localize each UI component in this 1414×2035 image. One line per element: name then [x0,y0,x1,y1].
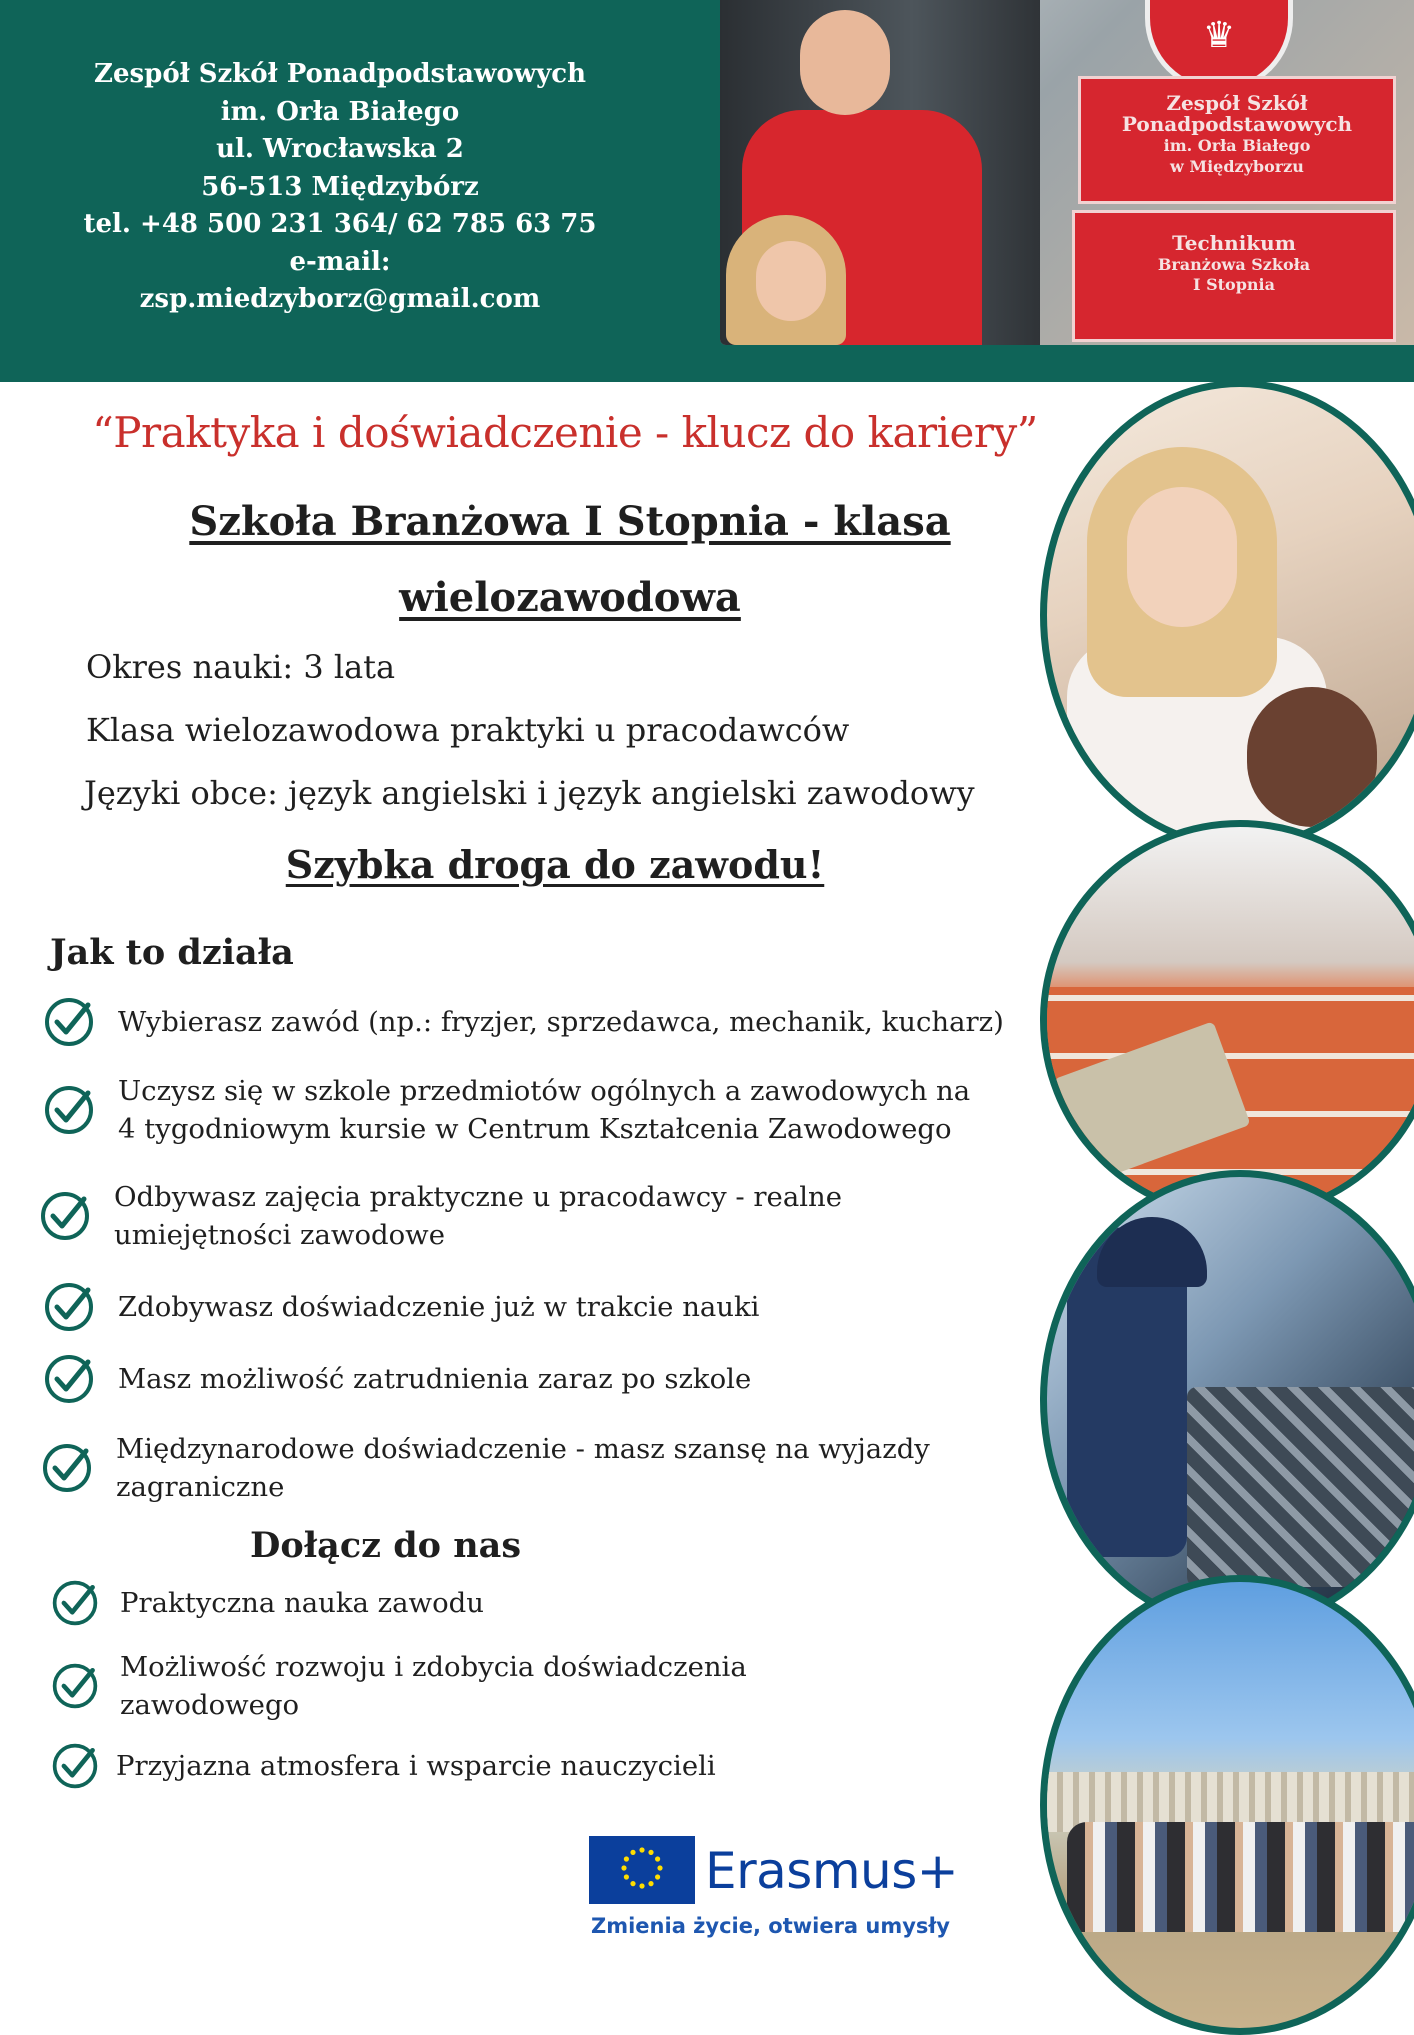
motto: “Praktyka i doświadczenie - klucz do kariery” [92,408,1038,457]
list-item [42,995,1004,1049]
plaque-line-2: Ponadpodstawowych [1121,112,1353,136]
item-text: Zdobywasz doświadczenie już w trakcie nauki [118,1291,760,1323]
plaque2-line-1: Technikum [1172,231,1296,255]
list-item [42,1072,970,1148]
school-types-plaque [1072,210,1396,342]
school-postcode-city: 56-513 Międzybórz [201,171,479,202]
erasmus-logo [589,1836,959,1946]
school-phone: tel. +48 500 231 364/ 62 785 63 75 [83,209,597,239]
page-title [30,484,1110,636]
list-item [50,1648,747,1724]
eagle-icon: ♛ [1202,15,1236,56]
plaque-line-3: im. Orła Białego [1163,136,1311,155]
info-practice: Klasa wielozawodowa praktyki u pracodawców [86,711,850,749]
bricklayer-photo [1040,820,1414,1220]
plaque-line-1: Zespół Szkół [1166,91,1308,115]
item-text: 4 tygodniowym kursie w Centrum Kształcenia Zawodowego [118,1113,952,1145]
list-item [38,1178,842,1254]
group-trip-photo [1040,1575,1414,2035]
item-text: Odbywasz zajęcia praktyczne u pracodawcy - realne [114,1181,842,1213]
school-email: zsp.miedzyborz@gmail.com [139,284,541,314]
join-us-heading: Dołącz do nas [250,1525,522,1566]
title-line-2: wielozawodowa [399,574,741,621]
program-info [86,636,975,825]
item-text: zawodowego [120,1689,300,1721]
school-contact-info [40,56,640,319]
list-item [50,1741,716,1791]
item-text: Międzynarodowe doświadczenie - masz szansę na wyjazdy [116,1433,930,1465]
check-icon [42,1083,96,1137]
item-text: Wybierasz zawód (np.: fryzjer, sprzedawca, mechanik, kucharz) [118,1006,1004,1038]
check-icon [38,1189,92,1243]
list-item [42,1280,759,1334]
check-icon [50,1578,100,1628]
erasmus-tagline: Zmienia życie, otwiera umysły [591,1914,950,1938]
school-plaque [1078,76,1396,204]
school-email-label: e-mail: [289,246,391,277]
plaque-line-4: w Międzyborzu [1170,157,1304,176]
item-text: Uczysz się w szkole przedmiotów ogólnych a zawodowych na [118,1075,971,1107]
title-line-1: Szkoła Branżowa I Stopnia - klasa [189,498,951,545]
students-photo [720,0,1414,345]
item-text: Masz możliwość zatrudnienia zaraz po szkole [118,1363,752,1395]
school-street: ul. Wrocławska 2 [216,134,464,164]
item-text: umiejętności zawodowe [114,1219,445,1251]
check-icon [50,1661,100,1711]
erasmus-name: Erasmus+ [705,1842,959,1900]
school-name: Zespół Szkół Ponadpodstawowych [94,59,586,89]
check-icon [42,1352,96,1406]
fast-way-heading: Szybka droga do zawodu! [285,842,825,887]
info-languages: Języki obce: język angielski i język angielski zawodowy [84,774,975,812]
photo-student-girl [720,215,870,345]
list-item [40,1430,930,1506]
eu-flag-icon [589,1836,695,1904]
list-item [42,1352,751,1406]
list-item [50,1578,484,1628]
plaque2-line-2: Branżowa Szkoła [1157,255,1311,274]
school-patron: im. Orła Białego [220,96,460,127]
mechanic-photo [1040,1170,1414,1630]
hairdresser-photo [1040,380,1414,850]
info-duration: Okres nauki: 3 lata [86,648,396,686]
check-icon [40,1441,94,1495]
header-banner [0,0,1414,382]
check-icon [50,1741,100,1791]
how-it-works-heading: Jak to działa [50,932,294,973]
plaque2-line-3: I Stopnia [1193,275,1275,294]
check-icon [42,1280,96,1334]
item-text: Możliwość rozwoju i zdobycia doświadczenia [120,1651,747,1683]
item-text: zagraniczne [116,1471,285,1503]
check-icon [42,995,96,1049]
item-text: Przyjazna atmosfera i wsparcie nauczycieli [116,1750,716,1782]
item-text: Praktyczna nauka zawodu [120,1587,484,1619]
